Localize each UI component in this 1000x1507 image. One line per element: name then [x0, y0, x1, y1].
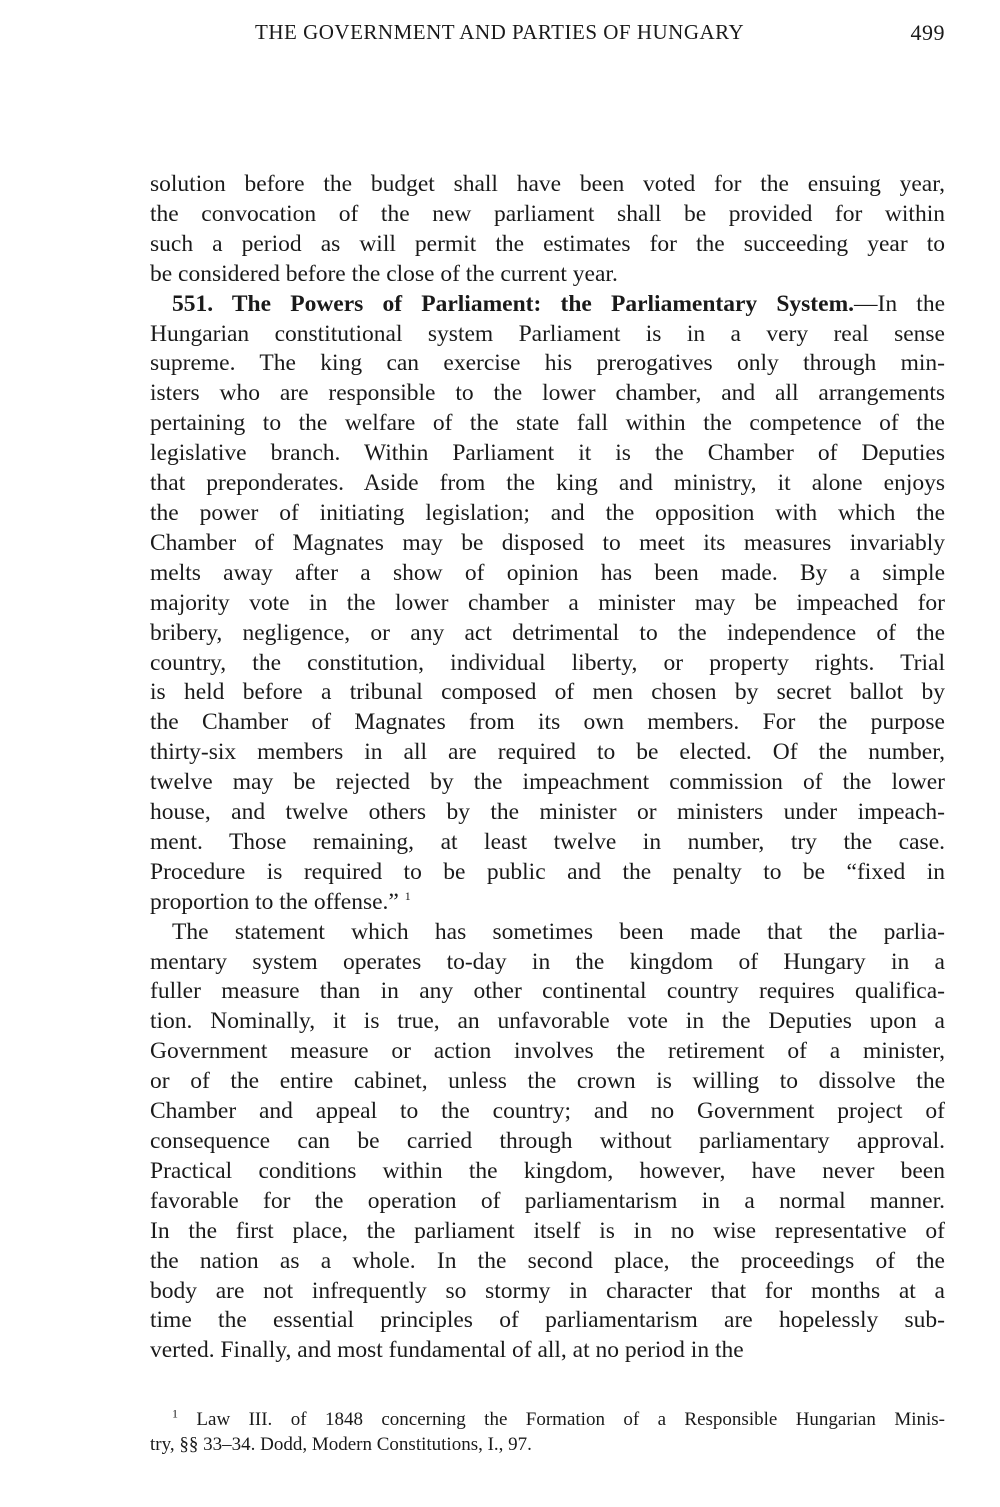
text-line	[150, 798, 945, 828]
section-heading-line	[150, 290, 945, 320]
footnote-reference[interactable]: 1	[404, 888, 411, 903]
line-text: ment. Those remaining, at least twelve in number, try the case.	[150, 828, 945, 855]
line-text: Practical conditions within the kingdom, however, have never been	[150, 1157, 945, 1184]
text-line: be considered before the close of the current year.	[150, 260, 618, 287]
text-line	[150, 529, 945, 559]
text-line	[150, 1007, 945, 1037]
text-line	[150, 948, 945, 978]
section-heading: 551. The Powers of Parliament: the Parliamentary System.	[172, 290, 855, 317]
text-fragment: —In the	[854, 290, 945, 317]
text-line	[150, 1277, 945, 1307]
line-text: isters who are responsible to the lower chamber, and all arrangements	[150, 380, 945, 407]
text-line	[150, 977, 945, 1007]
line-text: legislative branch. Within Parliament it is the Chamber of Deputies	[150, 440, 945, 467]
paragraph	[150, 918, 945, 1367]
text-line	[150, 379, 945, 409]
line-text: bribery, negligence, or any act detrimental to the independence of the	[150, 619, 945, 646]
line-text: proportion to the offense.”	[150, 888, 399, 915]
line-text: house, and twelve others by the minister or ministers under impeach-	[150, 799, 945, 826]
text-line: the convocation of the new parliament shall be provided for within	[150, 200, 945, 227]
text-line	[150, 1247, 945, 1277]
running-header	[150, 20, 945, 52]
line-text: In the first place, the parliament itself is in no wise representative of	[150, 1217, 945, 1244]
footnote-text: Law III. of 1848 concerning the Formation of a Responsible Hungarian Minis-	[196, 1409, 945, 1430]
line-text: twelve may be rejected by the impeachment commission of the lower	[150, 769, 945, 796]
line-text: Procedure is required to be public and the penalty to be “fixed in	[150, 858, 945, 885]
line-text: Hungarian constitutional system Parliament is in a very real sense	[150, 320, 945, 347]
text-line	[150, 1097, 945, 1127]
text-line	[150, 469, 945, 499]
line-text: body are not infrequently so stormy in character that for months at a	[150, 1277, 945, 1304]
line-text: supreme. The king can exercise his prerogatives only through min-	[150, 350, 945, 377]
line-text: the Chamber of Magnates from its own members. For the purpose	[150, 709, 945, 736]
text-line	[150, 678, 945, 708]
line-text: fuller measure than in any other continental country requires qualifica-	[150, 978, 945, 1005]
line-text: tion. Nominally, it is true, an unfavorable vote in the Deputies upon a	[150, 1008, 945, 1035]
line-text: verted. Finally, and most fundamental of all, at no period in the	[150, 1337, 744, 1364]
footnote-line: try, §§ 33–34. Dodd, Modern Constitutions, I., 97.	[150, 1434, 532, 1455]
line-text: or of the entire cabinet, unless the crown is willing to dissolve the	[150, 1068, 945, 1095]
text-line	[150, 918, 945, 948]
page-number: 499	[910, 20, 945, 45]
text-line	[150, 1336, 945, 1366]
text-line	[150, 409, 945, 439]
text-line	[150, 1067, 945, 1097]
line-text: Chamber of Magnates may be disposed to meet its measures invariably	[150, 529, 945, 556]
text-line	[150, 589, 945, 619]
footnote-line	[150, 1407, 945, 1432]
text-line	[150, 349, 945, 379]
line-text: the nation as a whole. In the second place, the proceedings of the	[150, 1247, 945, 1274]
line-text: time the essential principles of parliamentarism are hopelessly sub-	[150, 1307, 945, 1334]
paragraph	[150, 170, 945, 290]
text-line	[150, 708, 945, 738]
line-text: Government measure or action involves the retirement of a minister,	[150, 1038, 945, 1065]
line-text: mentary system operates to-day in the kingdom of Hungary in a	[150, 948, 945, 975]
text-line	[150, 1037, 945, 1067]
footnote	[150, 1407, 945, 1457]
line-text: consequence can be carried through without parliamentary approval.	[150, 1128, 945, 1154]
text-line	[150, 1157, 945, 1187]
line-text: Chamber and appeal to the country; and no Government project of	[150, 1098, 945, 1125]
line-text: country, the constitution, individual liberty, or property rights. Trial	[150, 649, 945, 676]
text-line	[150, 1306, 945, 1336]
line-text: The statement which has sometimes been made that the parlia-	[172, 918, 945, 945]
line-text: melts away after a show of opinion has been made. By a simple	[150, 559, 945, 586]
text-line	[150, 738, 945, 768]
running-title: THE GOVERNMENT AND PARTIES OF HUNGARY	[255, 20, 745, 44]
line-text: that preponderates. Aside from the king and ministry, it alone enjoys	[150, 470, 945, 497]
text-line	[150, 858, 945, 888]
line-text: is held before a tribunal composed of men chosen by secret ballot by	[150, 679, 945, 706]
text-line	[150, 649, 945, 679]
line-text: favorable for the operation of parliamentarism in a normal manner.	[150, 1187, 945, 1214]
line-text: thirty-six members in all are required to be elected. Of the number,	[150, 739, 945, 766]
text-line	[150, 888, 945, 918]
paragraph	[150, 290, 945, 918]
footnote-marker: 1	[172, 1406, 178, 1421]
text-line: such a period as will permit the estimates for the succeeding year to	[150, 230, 945, 257]
text-line	[150, 1217, 945, 1247]
text-line	[150, 768, 945, 798]
text-line: solution before the budget shall have been voted for the ensuing year,	[150, 171, 945, 197]
line-text: majority vote in the lower chamber a minister may be impeached for	[150, 589, 945, 616]
text-line	[150, 1127, 945, 1157]
text-line	[150, 559, 945, 589]
text-line	[150, 1187, 945, 1217]
line-text: the power of initiating legislation; and the opposition with which the	[150, 499, 945, 526]
text-line	[150, 619, 945, 649]
text-line	[150, 320, 945, 350]
text-line	[150, 828, 945, 858]
text-line	[150, 499, 945, 529]
line-text: pertaining to the welfare of the state fall within the competence of the	[150, 410, 945, 437]
body-text	[150, 170, 945, 1366]
text-line	[150, 439, 945, 469]
